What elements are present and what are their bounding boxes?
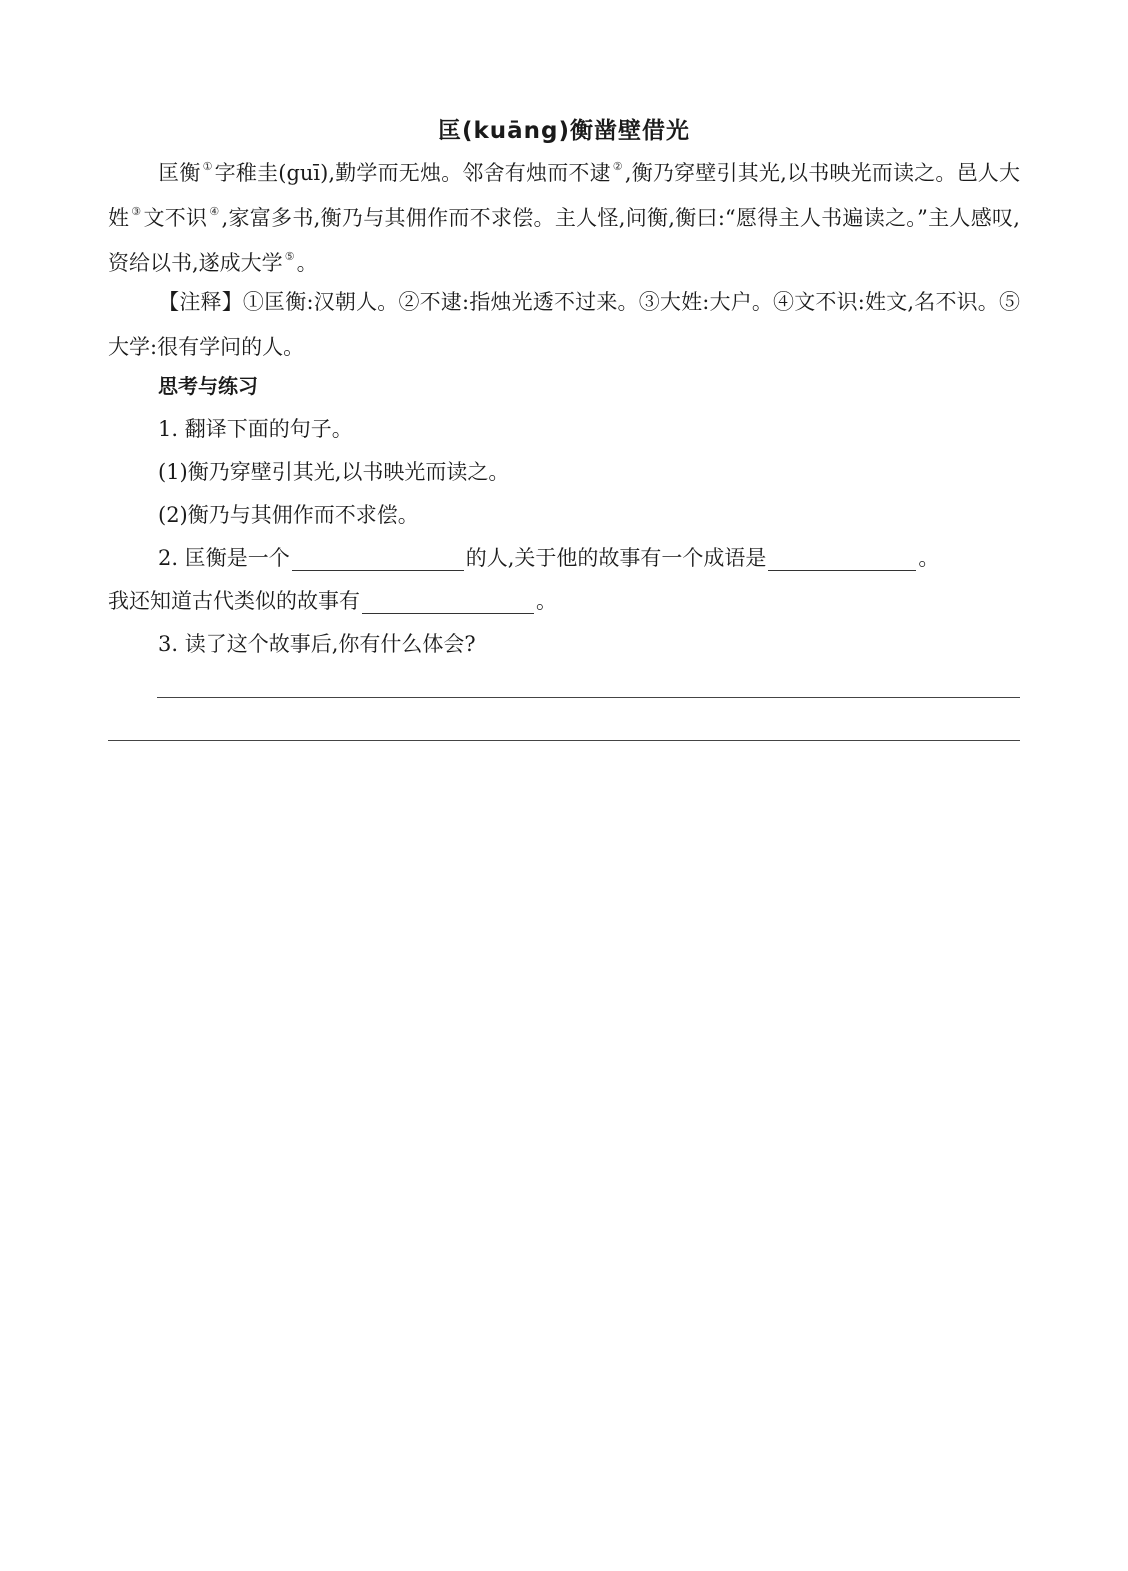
answer-blank-character[interactable]	[292, 540, 464, 571]
annotations	[108, 280, 1020, 370]
answer-line[interactable]	[108, 740, 1020, 741]
footnote-marker: ②	[612, 160, 623, 173]
question-2-line-2	[108, 581, 1020, 621]
story-text: 字稚圭(guī),勤学而无烛。邻舍有烛而不逮	[214, 161, 611, 185]
question-1: 1. 翻译下面的句子。	[158, 417, 353, 441]
answer-line[interactable]	[157, 697, 1020, 698]
question-2-text: 我还知道古代类似的故事有	[108, 589, 360, 613]
page-title: 匡(kuāng)衡凿壁借光	[437, 118, 691, 144]
exercises-heading: 思考与练习	[158, 374, 258, 398]
story-text: 。	[296, 251, 318, 275]
question-2-text: 。	[536, 589, 557, 613]
question-2-text: 的人,关于他的故事有一个成语是	[465, 546, 767, 570]
answer-blank-similar-stories[interactable]	[362, 583, 534, 614]
question-2-line-1	[158, 538, 1070, 578]
footnote-marker: ①	[202, 160, 213, 173]
answer-blank-idiom[interactable]	[768, 540, 916, 571]
question-2-text: 2. 匡衡是一个	[158, 546, 290, 570]
story-text: 匡衡	[158, 161, 201, 185]
story-paragraph	[108, 151, 1020, 286]
question-1-sentence-1: (1)衡乃穿壁引其光,以书映光而读之。	[158, 460, 510, 484]
question-3: 3. 读了这个故事后,你有什么体会?	[158, 632, 476, 656]
question-1-sentence-2: (2)衡乃与其佣作而不求偿。	[158, 503, 419, 527]
question-2-text: 。	[918, 546, 940, 570]
story-text: ,衡乃穿壁引其光,以书映光而读之。邑人大姓	[108, 161, 1020, 230]
story-text: ,家富多书,衡乃与其佣作而不求偿。主人怪,问衡,衡曰:“愿得主人书遍读之。”主人感叹,资给以书,遂成大学	[108, 206, 1020, 275]
story-text: 文不识	[143, 206, 208, 230]
footnote-marker: ⑤	[284, 250, 295, 263]
footnote-marker: ④	[209, 205, 220, 218]
annotations-text: 【注释】①匡衡:汉朝人。②不逮:指烛光透不过来。③大姓:大户。④文不识:姓文,名不识。⑤大学:很有学问的人。	[108, 290, 1020, 359]
footnote-marker: ③	[131, 205, 142, 218]
